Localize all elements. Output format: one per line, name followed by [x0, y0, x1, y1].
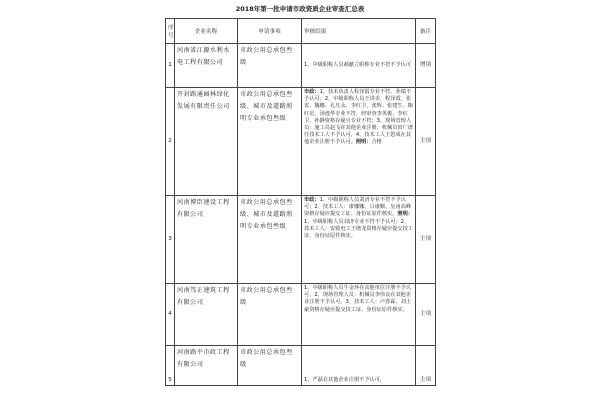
table-row — [166, 346, 436, 386]
row-result: 1、中级职称人员郝献立职称专业不符不予认可 — [302, 44, 416, 88]
row-seq: 3 — [166, 196, 175, 284]
row-seq: 2 — [166, 88, 175, 196]
header-result: 审核结果 — [302, 19, 416, 44]
row-result — [302, 196, 416, 284]
result-label-lighting: 照明： — [397, 211, 413, 218]
row-result: 1、中级职称人员牛金环在其他单位注册不予认可，2、现场管理人员：机械员李伟良在其他企业注册不予认可。3、技术工人：卢春霖、刘士豪资格存疑应提交技工证、身份证原件核实。 — [302, 284, 416, 346]
result-label-lighting: 照明： — [355, 139, 372, 146]
row-seq: 1 — [166, 44, 175, 88]
row-company: 河南博臣建设工程有限公司 — [175, 196, 238, 284]
table-row — [166, 44, 436, 88]
row-result: 1、严磊在其他企业注册不予认可， — [302, 346, 416, 386]
row-result — [302, 88, 416, 196]
result-text-municipal: 1、中级职称人员刘济专业不符不予认可；2、技术工人：康娜娜、吕康顺、皇甫高峰资格存疑应提交工证、身份证原件核实。 — [304, 197, 412, 218]
table-row — [166, 196, 436, 284]
row-item: 市政公用总承包叁级 — [238, 44, 302, 88]
document-page — [163, 0, 437, 400]
row-note: 主项 — [416, 346, 436, 386]
row-company: 河南省江源水利水电工程有限公司 — [175, 44, 238, 88]
header-seq: 序号 — [166, 19, 175, 44]
table-header-row — [166, 19, 436, 44]
result-text-municipal: 1、技术负责人程泽霞专业不符，业绩不予认可；2、中级职称人员王讲美、程泽霞、张雷、魏娜、孔凡永、李红卫、张辉、张建生、陶红星、汤逸华专业不符，经审查李英俊、李红卫、孙静资格存疑且专业不符；3、现场管理人员：施工员赵飞在其他企业注册，机械员田广谱任技术工人不予认可，4、技术工人王恩成在其他企业注册不予认可。 — [304, 89, 413, 146]
row-company: 河南路平市政工程有限公司 — [175, 346, 238, 386]
row-company: 开封路通园林绿化发展有限责任公司 — [175, 88, 238, 196]
review-table — [165, 18, 436, 386]
row-note: 主项 — [416, 88, 436, 196]
row-item: 市政公用总承包叁级、城市及道路照明专业承包叁级 — [238, 88, 302, 196]
result-label-municipal: 市政： — [304, 197, 320, 203]
table-row — [166, 88, 436, 196]
row-company: 河南笃正建筑工程有限公司 — [175, 284, 238, 346]
row-item: 市政公用总承包叁级、城市及道路照明专业承包叁级 — [238, 196, 302, 284]
row-seq: 5 — [166, 346, 175, 386]
row-item: 市政公用总承包叁级 — [238, 346, 302, 386]
result-text-lighting: 1、中级职称人员刘济专业不符不予认可；2、技术工人：安骑电工王增龙资格存疑应提交技工证、身份证原件核实。 — [304, 218, 413, 240]
table-row — [166, 284, 436, 346]
row-note: 增项 — [416, 44, 436, 88]
row-note: 主项 — [416, 284, 436, 346]
header-item: 申请事项 — [238, 19, 302, 44]
result-text-lighting: 合格 — [371, 139, 382, 146]
row-item: 市政公用总承包叁级 — [238, 284, 302, 346]
document-title: 2018年第一批申请市政资质企业审查汇总表 — [235, 5, 365, 13]
row-seq: 4 — [166, 284, 175, 346]
row-note: 主项 — [416, 196, 436, 284]
header-note: 备注 — [416, 19, 436, 44]
result-label-municipal: 市政： — [304, 89, 320, 95]
header-company: 企业名称 — [175, 19, 238, 44]
